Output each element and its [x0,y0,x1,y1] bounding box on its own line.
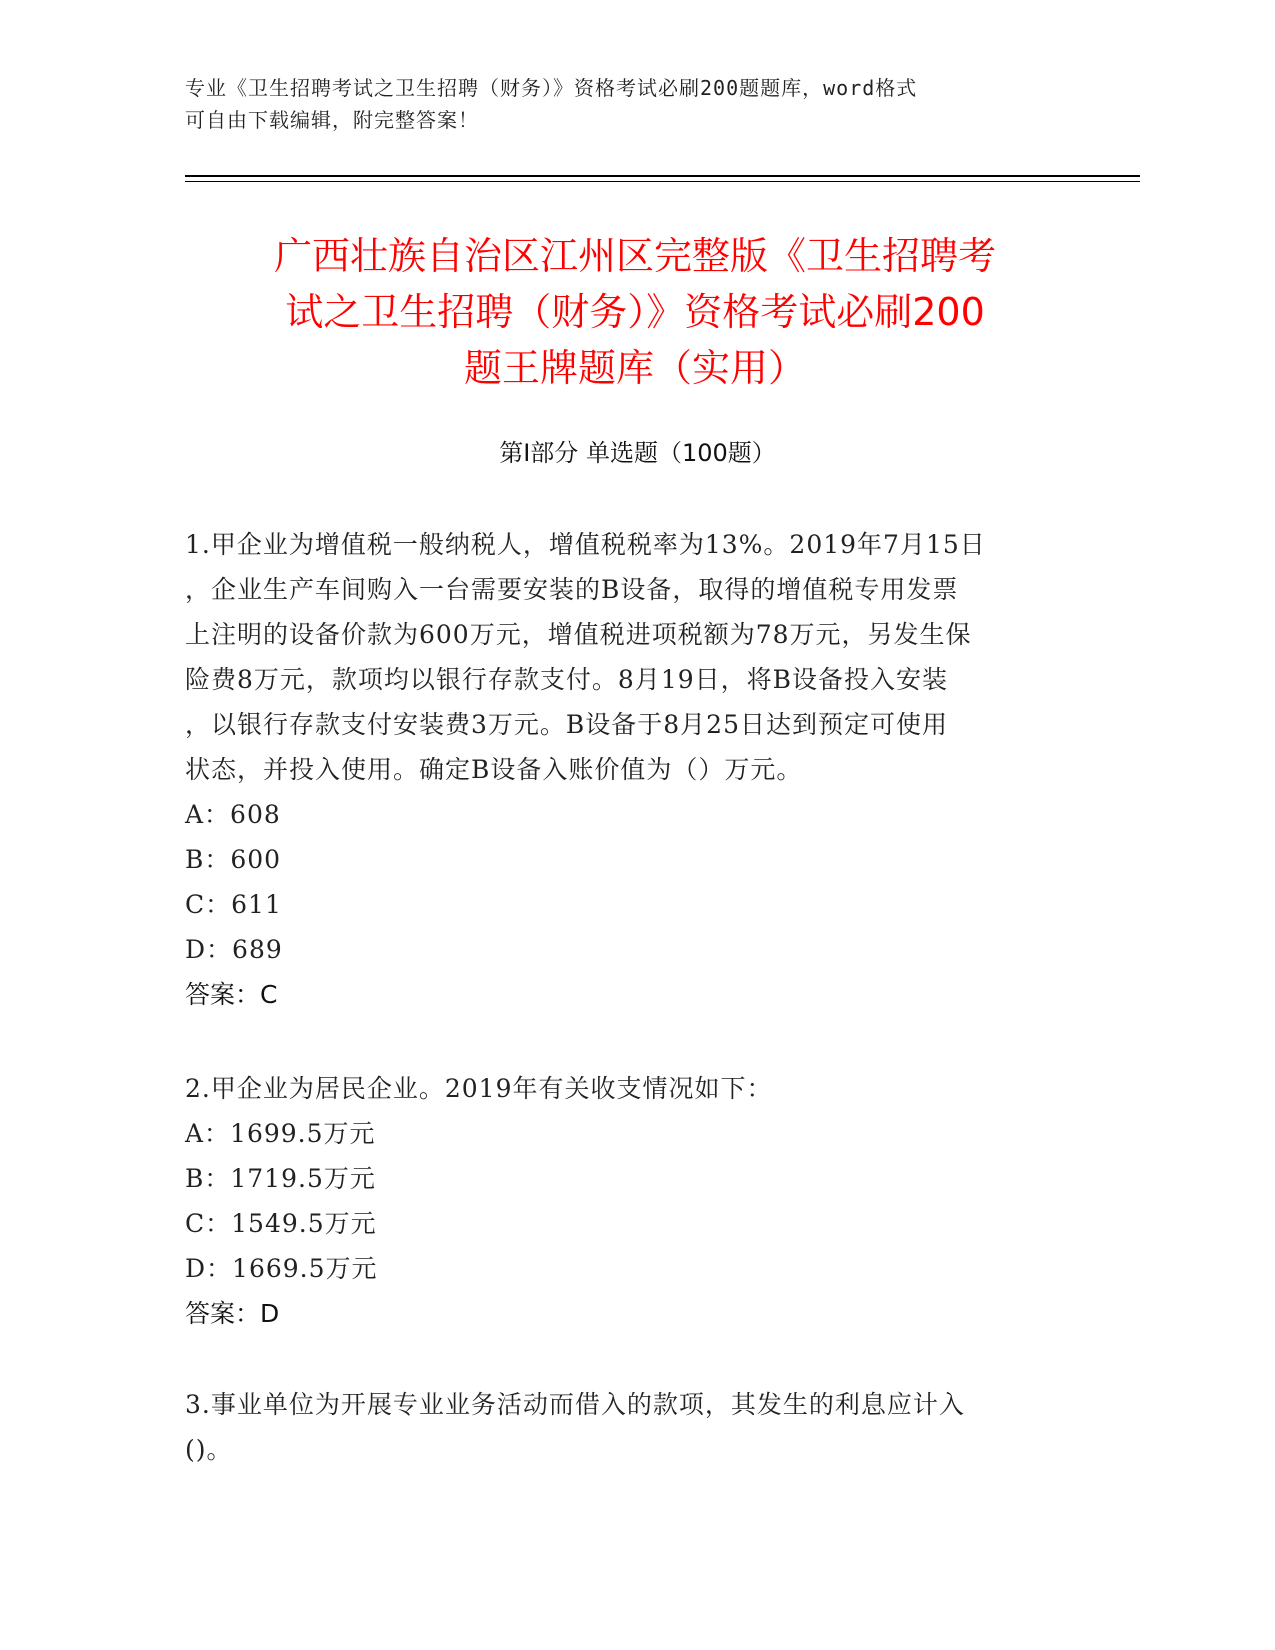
document-title [195,228,1075,396]
header-note [185,72,1065,136]
option-b: B：600 [185,845,282,874]
question-stem-line: ()。 [185,1435,233,1464]
question-3 [185,1382,1065,1472]
option-b: B：1719.5万元 [185,1164,376,1193]
header-note-line: 可自由下载编辑，附完整答案！ [185,108,479,132]
question-stem-line: 状态，并投入使用。确定B设备入账价值为（）万元。 [185,755,803,784]
question-stem-line: ，以银行存款支付安装费3万元。B设备于8月25日达到预定可使用 [185,710,948,739]
title-line: 广西壮族自治区江州区完整版《卫生招聘考 [273,234,996,278]
answer: 答案：C [185,980,278,1009]
section-heading: 第I部分 单选题（100题） [499,439,776,467]
question-stem-line: 3.事业单位为开展专业业务活动而借入的款项，其发生的利息应计入 [185,1390,965,1419]
header-note-line: 专业《卫生招聘考试之卫生招聘（财务）》资格考试必刷200题题库，word格式 [185,76,918,100]
question-1 [185,522,1065,1017]
question-stem-line: ，企业生产车间购入一台需要安装的B设备，取得的增值税专用发票 [185,575,959,604]
question-stem-line: 上注明的设备价款为600万元，增值税进项税额为78万元，另发生保 [185,620,972,649]
option-d: D：1669.5万元 [185,1254,378,1283]
header-divider [185,175,1140,177]
option-c: C：1549.5万元 [185,1209,377,1238]
option-a: A：1699.5万元 [185,1119,376,1148]
title-line: 题王牌题库（实用） [463,346,806,390]
answer: 答案：D [185,1299,280,1328]
title-line: 试之卫生招聘（财务）》资格考试必刷200 [285,290,985,334]
header-divider-thin [185,181,1140,182]
option-c: C：611 [185,890,282,919]
question-2 [185,1066,1065,1336]
question-stem-line: 2.甲企业为居民企业。2019年有关收支情况如下： [185,1074,773,1103]
option-a: A：608 [185,800,281,829]
option-d: D：689 [185,935,283,964]
question-stem-line: 险费8万元，款项均以银行存款支付。8月19日，将B设备投入安装 [185,665,948,694]
question-stem-line: 1.甲企业为增值税一般纳税人，增值税税率为13%。2019年7月15日 [185,530,986,559]
